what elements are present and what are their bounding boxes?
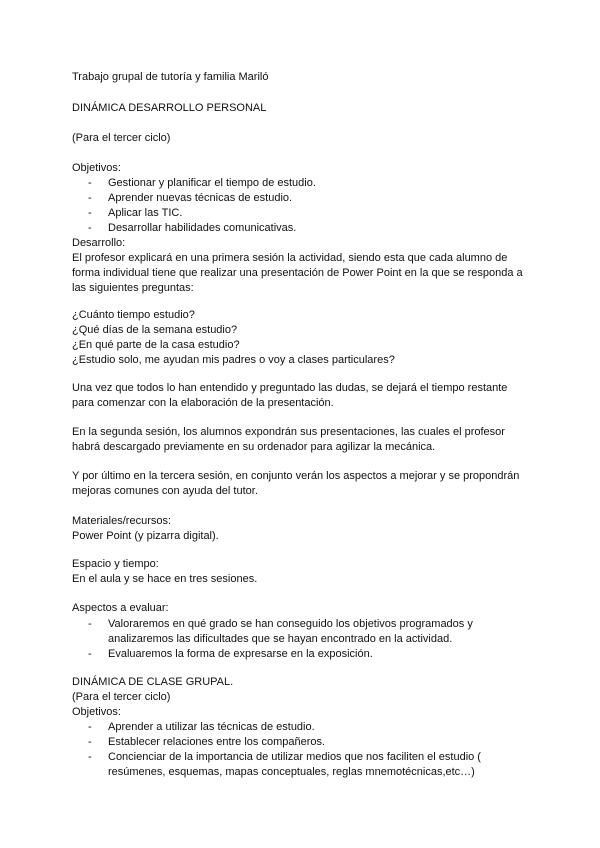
bullet-dash: - — [88, 648, 92, 660]
space-text: En el aula y se hace en tres sesiones. — [72, 573, 258, 585]
bullet-dash: - — [88, 192, 92, 204]
document-header: Trabajo grupal de tutoría y familia Mariló — [72, 71, 269, 83]
paragraph-line: Y por último en la tercera sesión, en conjunto verán los aspectos a mejorar y se propondrán — [72, 470, 520, 482]
section1-subtitle: (Para el tercer ciclo) — [72, 132, 171, 144]
bullet-dash: - — [88, 177, 92, 189]
section2-subtitle: (Para el tercer ciclo) — [72, 691, 171, 703]
paragraph-line: habrá descargado previamente en su ordenador para agilizar la mecánica. — [72, 441, 436, 453]
paragraph-line: las siguientes preguntas: — [72, 282, 194, 294]
question-line: ¿Qué días de la semana estudio? — [72, 324, 238, 336]
list-item: Aplicar las TIC. — [108, 207, 183, 219]
section1-objectives-label: Objetivos: — [72, 162, 121, 174]
paragraph-line: Una vez que todos lo han entendido y preguntado las dudas, se dejará el tiempo restante — [72, 382, 508, 394]
question-line: ¿En qué parte de la casa estudio? — [72, 339, 240, 351]
paragraph-line: mejoras comunes con ayuda del tutor. — [72, 485, 258, 497]
eval-label: Aspectos a evaluar: — [72, 602, 169, 614]
list-item-continuation: analizaremos las dificultades que se hayan encontrado en la actividad. — [108, 633, 453, 645]
section1-development-label: Desarrollo: — [72, 237, 126, 249]
bullet-dash: - — [88, 736, 92, 748]
list-item: Establecer relaciones entre los compañeros. — [108, 736, 326, 748]
bullet-dash: - — [88, 721, 92, 733]
question-line: ¿Cuánto tiempo estudio? — [72, 309, 195, 321]
paragraph-line: El profesor explicará en una primera sesión la actividad, siendo esta que cada alumno de — [72, 252, 508, 264]
section2-title: DINÁMICA DE CLASE GRUPAL. — [72, 676, 234, 688]
bullet-dash: - — [88, 751, 92, 763]
bullet-dash: - — [88, 207, 92, 219]
question-line: ¿Estudio solo, me ayudan mis padres o voy a clases particulares? — [72, 354, 395, 366]
list-item: Desarrollar habilidades comunicativas. — [108, 222, 297, 234]
list-item: Evaluaremos la forma de expresarse en la exposición. — [108, 648, 373, 660]
bullet-dash: - — [88, 618, 92, 630]
list-item: Concienciar de la importancia de utilizar medios que nos faciliten el estudio ( — [108, 751, 481, 763]
section2-objectives-label: Objetivos: — [72, 706, 121, 718]
paragraph-line: para comenzar con la elaboración de la presentación. — [72, 397, 334, 409]
list-item: Aprender nuevas técnicas de estudio. — [108, 192, 293, 204]
materials-label: Materiales/recursos: — [72, 515, 172, 527]
section1-title: DINÁMICA DESARROLLO PERSONAL — [72, 102, 267, 114]
bullet-dash: - — [88, 222, 92, 234]
paragraph-line: forma individual tiene que realizar una presentación de Power Point en la que se responda a — [72, 267, 523, 279]
list-item: Gestionar y planificar el tiempo de estudio. — [108, 177, 316, 189]
paragraph-line: En la segunda sesión, los alumnos expondrán sus presentaciones, las cuales el profesor — [72, 426, 505, 438]
materials-text: Power Point (y pizarra digital). — [72, 530, 219, 542]
list-item: Aprender a utilizar las técnicas de estudio. — [108, 721, 315, 733]
list-item: Valoraremos en qué grado se han conseguido los objetivos programados y — [108, 618, 473, 630]
space-label: Espacio y tiempo: — [72, 558, 159, 570]
list-item-continuation: resúmenes, esquemas, mapas conceptuales, reglas mnemotécnicas,etc…) — [108, 766, 475, 778]
